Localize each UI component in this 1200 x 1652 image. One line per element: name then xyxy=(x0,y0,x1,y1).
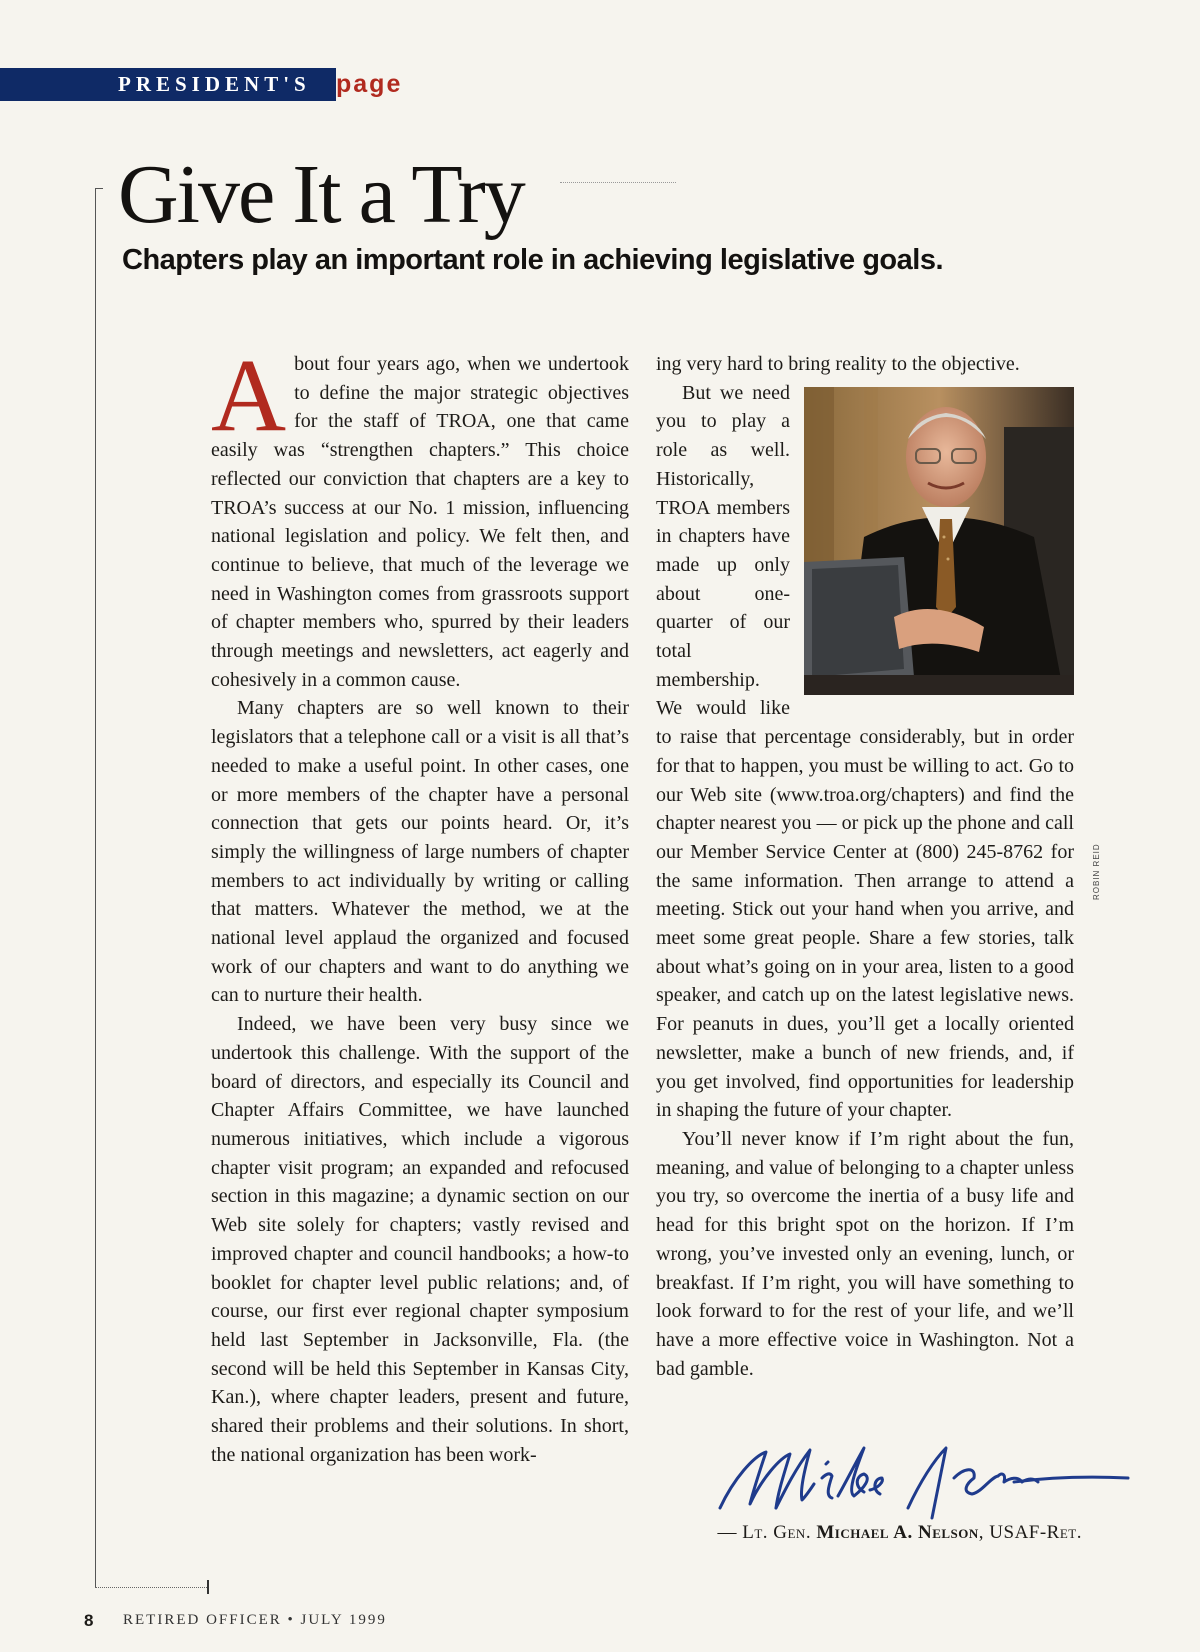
portrait-photo xyxy=(804,387,1074,695)
section-label-page: page xyxy=(336,70,403,98)
article-paragraph: Many chapters are so well known to their legislators that a telephone call or a visit is all that’s needed to make a useful point. In other cases, one or more members of the chapter have a personal connection that gets our points heard. Or, it’s simply the willingness of large numbers of chapter members to act individually by writing or calling that matters. Whatever the method, we at the national level applaud the organized and focused work of our chapters and want to do anything we can to nurture their health. xyxy=(211,697,629,1007)
article-paragraph: Indeed, we have been very busy since we undertook this challenge. With the support of the board of directors, and especially its Council and Chapter Affairs Committee, we have launched numerous initiatives, which include a vigorous chapter visit program; an expanded and refocused section in this magazine; a dynamic section on our Web site solely for chapters; vastly revised and improved chapter and council handbooks; a how-to booklet for chapter level public relations; and, of course, our first ever regional chapter symposium held last September in Jacksonville, Fla. (the second will be held this September in Kansas City, Kan.), where chapter leaders, present and future, shared their problems and their solutions. In short, the national organization has been work- xyxy=(211,1013,629,1466)
article-column-left xyxy=(211,338,629,1469)
author-name: Michael A. Nelson xyxy=(816,1522,979,1543)
bottom-rule-tick xyxy=(207,1580,209,1594)
article-paragraph xyxy=(656,379,1074,1125)
article-paragraph: ing very hard to bring reality to the objective. xyxy=(656,353,1020,375)
byline-suffix: , USAF-Ret. xyxy=(978,1522,1082,1543)
paragraph-text: bout four years ago, when we undertook to define the major strategic objectives for the staff of TROA, one that came easily was “strengthen chapters.” This choice reflected our conviction that chapters are a key to TROA’s success at our No. 1 mission, influencing national legislation and policy. We felt then, and continue to believe, that much of the leverage we need in Washington comes from grassroots support of chapter members who, spurred by their leaders through meetings and newsletters, act eagerly and cohesively in a common cause. xyxy=(211,353,629,691)
drop-cap: A xyxy=(211,338,287,453)
article-column-right xyxy=(656,350,1074,1383)
left-margin-rule xyxy=(95,188,96,1588)
photo-credit: ROBIN REID xyxy=(1092,843,1101,900)
bottom-dotted-rule xyxy=(95,1587,207,1588)
portrait-photo-frame xyxy=(804,387,1074,695)
article-subtitle: Chapters play an important role in achieving legislative goals. xyxy=(122,244,944,276)
page-number: 8 xyxy=(84,1611,94,1630)
article-paragraph xyxy=(211,338,629,694)
section-label-presidents: PRESIDENT'S xyxy=(118,72,311,96)
publication-footer: RETIRED OFFICER • JULY 1999 xyxy=(123,1612,387,1628)
article-title: Give It a Try xyxy=(118,148,524,241)
left-rule-tick xyxy=(95,188,103,189)
article-paragraph: You’ll never know if I’m right about the fun, meaning, and value of belonging to a chapter unless you try, so overcome the inertia of a busy life and head for this bright spot on the horizon. If I’m wrong, you’ve invested only an evening, lunch, or breakfast. If I’m right, you will have something to look forward to for the rest of your life, and we’ll have a more effective voice in Washington. Not a bad gamble. xyxy=(656,1127,1074,1380)
byline-prefix: — Lt. Gen. xyxy=(717,1522,817,1543)
handwritten-signature xyxy=(714,1438,1134,1528)
paragraph-text: But we need you to play a role as well. Historically, TROA members in chapters have made up only about one-quarter of our total membership. We would like to raise that percentage considerably, but in order for that to happen, you must be willing to act. Go to our Web site (www.troa.org/chapters) and find the chapter nearest you — or pick up the phone and call our Member Service Center at (800) 245-8762 for the same information. Then arrange to attend a meeting. Stick out your hand when you arrive, and meet some great people. Share a few stories, talk about what’s going on in your area, listen to a good speaker, and catch up on the latest legislative news. For peanuts in dues, you’ll get a locally oriented newsletter, make a bunch of new friends, and, if you get involved, find opportunities for leadership in shaping the future of your chapter. xyxy=(656,381,1074,1122)
author-byline xyxy=(672,1522,1082,1544)
title-dotted-rule xyxy=(560,182,676,183)
